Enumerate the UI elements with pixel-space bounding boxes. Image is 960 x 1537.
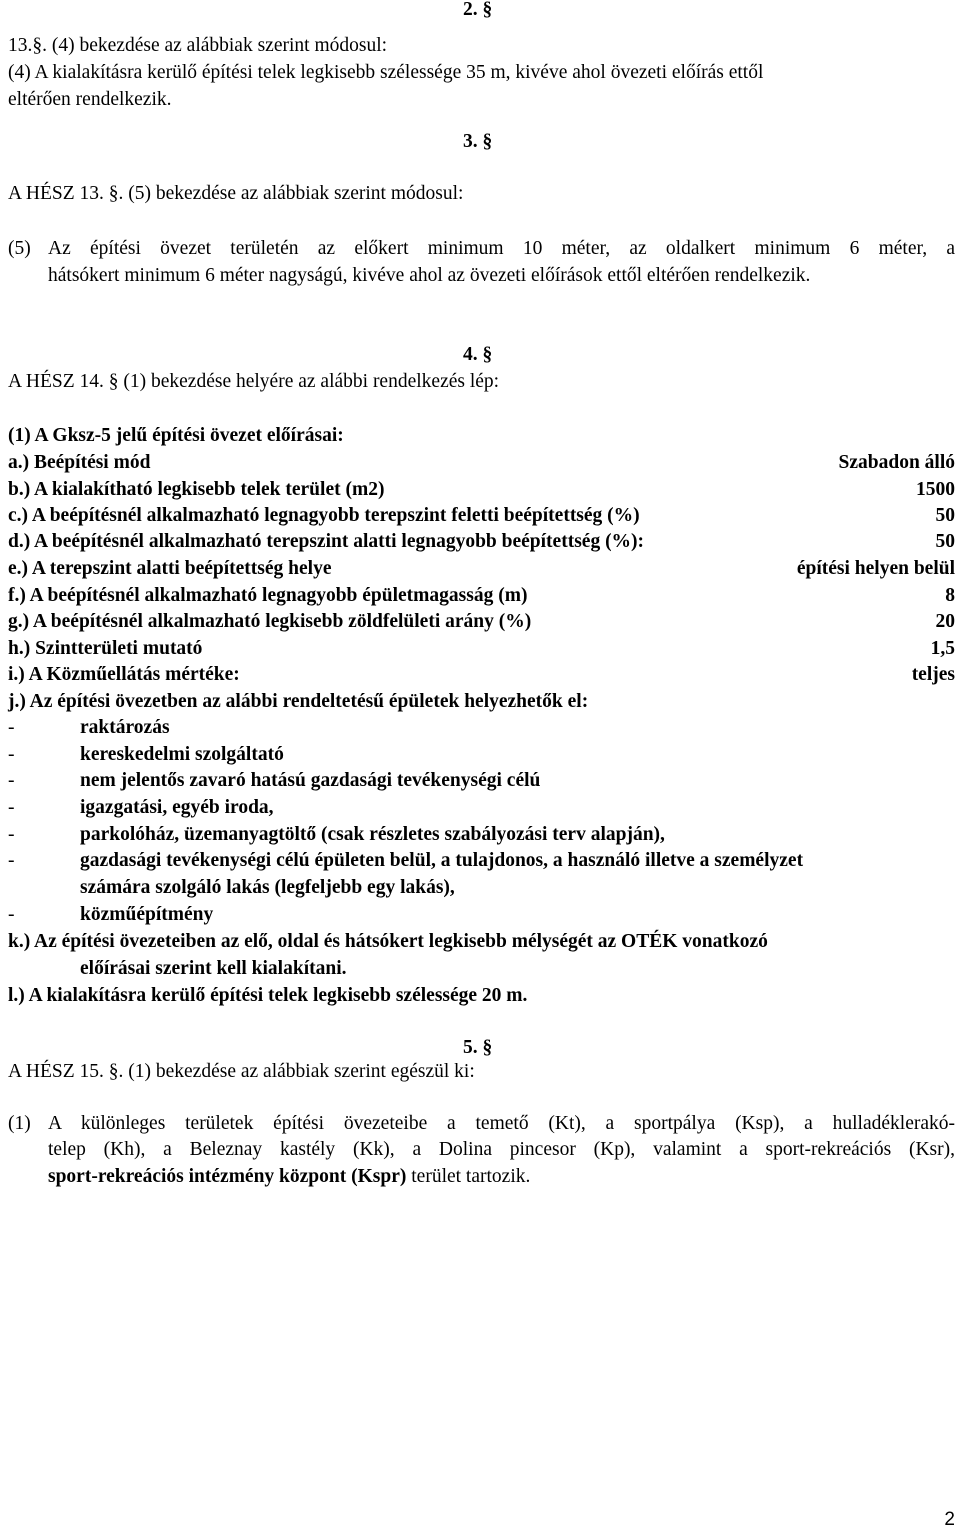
bullet-szolgalati-lakas-cont: számára szolgáló lakás (legfeljebb egy lakás), xyxy=(80,877,455,898)
paragraph-15-1-line3 xyxy=(48,1165,530,1189)
amend-13-4-line1: (4) A kialakításra kerülő építési telek legkisebb szélessége 35 m, kivéve ahol övezeti előírás ettől xyxy=(8,62,764,83)
bullet-kozmuepitmeny: közműépítmény xyxy=(80,904,214,925)
kspr-bold-text: sport-rekreációs intézmény központ (Kspr) xyxy=(48,1166,407,1187)
amend-13-4-intro: 13.§. (4) bekezdése az alábbiak szerint módosul: xyxy=(8,35,388,56)
amend-13-5-intro: A HÉSZ 13. §. (5) bekezdése az alábbiak szerint módosul: xyxy=(8,183,464,204)
section-2-title: 2. § xyxy=(463,0,493,20)
gksz-row-e-label: e.) A terepszint alatti beépítettség helye xyxy=(8,558,332,579)
section-4-intro: A HÉSZ 14. § (1) bekezdése helyére az alábbi rendelkezés lép: xyxy=(8,371,500,392)
section-4-title: 4. § xyxy=(463,344,493,365)
gksz-row-h-value: 1,5 xyxy=(930,638,955,659)
kspr-rest-text: terület tartozik. xyxy=(406,1166,531,1187)
bullet-parkolohaz: parkolóház, üzemanyagtöltő (csak részletes szabályozási terv alapján), xyxy=(80,824,665,845)
gksz-row-c-value: 50 xyxy=(935,505,955,526)
gksz-row-d-label: d.) A beépítésnél alkalmazható terepszint alatti legnagyobb beépítettség (%): xyxy=(8,531,645,552)
gksz-row-h-label: h.) Szintterületi mutató xyxy=(8,638,203,659)
gksz-row-i-value: teljes xyxy=(911,664,955,685)
bullet-szolgalati-lakas: gazdasági tevékenységi célú épületen belül, a tulajdonos, a használó illetve a személyzet xyxy=(80,850,804,871)
gksz-row-g-value: 20 xyxy=(935,611,955,632)
bullet-raktarozas: raktározás xyxy=(80,717,170,738)
gksz-row-b-label xyxy=(8,478,384,502)
paragraph-5-number: (5) xyxy=(8,238,31,259)
amend-13-4-line2: eltérően rendelkezik. xyxy=(8,89,172,110)
paragraph-15-1-number: (1) xyxy=(8,1113,31,1134)
gksz-row-g-label: g.) A beépítésnél alkalmazható legkisebb zöldfelületi arány (%) xyxy=(8,611,532,632)
gksz-row-c-label: c.) A beépítésnél alkalmazható legnagyobb terepszint feletti beépítettség (%) xyxy=(8,505,640,526)
bullet-kereskedelmi: kereskedelmi szolgáltató xyxy=(80,744,284,765)
gksz-row-f-value: 8 xyxy=(945,585,955,606)
bullet-dash: - xyxy=(8,850,15,871)
gksz-row-l: l.) A kialakításra kerülő építési telek legkisebb szélessége 20 m. xyxy=(8,985,528,1006)
gksz-row-e-value: építési helyen belül xyxy=(796,558,955,579)
gksz-row-k-line2: előírásai szerint kell kialakítani. xyxy=(80,958,347,979)
gksz-row-i-label: i.) A Közműellátás mértéke: xyxy=(8,664,240,685)
bullet-gazdasagi: nem jelentős zavaró hatású gazdasági tevékenységi célú xyxy=(80,770,541,791)
bullet-igazgatasi: igazgatási, egyéb iroda, xyxy=(80,797,274,818)
paragraph-5-line2: hátsókert minimum 6 méter nagyságú, kivéve ahol az övezeti előírások ettől eltérően rendelkezik. xyxy=(48,265,811,286)
paragraph-15-1-line2: telep (Kh), a Beleznay kastély (Kk), a Dolina pincesor (Kp), valamint a sport-rekreációs (Ksr), xyxy=(48,1139,955,1160)
bullet-dash: - xyxy=(8,744,15,765)
gksz-row-a-value: Szabadon álló xyxy=(838,452,955,473)
bullet-dash: - xyxy=(8,770,15,791)
bullet-dash: - xyxy=(8,904,15,925)
gksz-row-f-label: f.) A beépítésnél alkalmazható legnagyobb épületmagasság (m) xyxy=(8,585,528,606)
gksz-heading: (1) A Gksz-5 jelű építési övezet előírásai: xyxy=(8,425,344,446)
section-3-title: 3. § xyxy=(463,131,493,152)
paragraph-5-line1: Az építési övezet területén az előkert minimum 10 méter, az oldalkert minimum 6 méter, a xyxy=(48,238,955,259)
gksz-row-b-value: 1500 xyxy=(916,479,955,500)
gksz-row-j-label: j.) Az építési övezetben az alábbi rendeltetésű épületek helyezhetők el: xyxy=(8,691,589,712)
paragraph-15-1-line1: A különleges területek építési övezeteibe a temető (Kt), a sportpálya (Ksp), a hulladéklerakó- xyxy=(48,1113,955,1134)
page-number: 2 xyxy=(944,1509,955,1530)
bullet-dash: - xyxy=(8,717,15,738)
section-5-title: 5. § xyxy=(463,1037,493,1058)
bullet-dash: - xyxy=(8,797,15,818)
bullet-dash: - xyxy=(8,824,15,845)
section-5-intro: A HÉSZ 15. §. (1) bekezdése az alábbiak szerint egészül ki: xyxy=(8,1061,475,1082)
gksz-row-d-value: 50 xyxy=(935,531,955,552)
gksz-row-b-text: b.) A kialakítható legkisebb telek terület (m2) xyxy=(8,479,385,500)
gksz-row-a-label: a.) Beépítési mód xyxy=(8,452,151,473)
gksz-row-k-line1: k.) Az építési övezeteiben az elő, oldal és hátsókert legkisebb mélységét az OTÉK vonatkozó xyxy=(8,931,768,952)
